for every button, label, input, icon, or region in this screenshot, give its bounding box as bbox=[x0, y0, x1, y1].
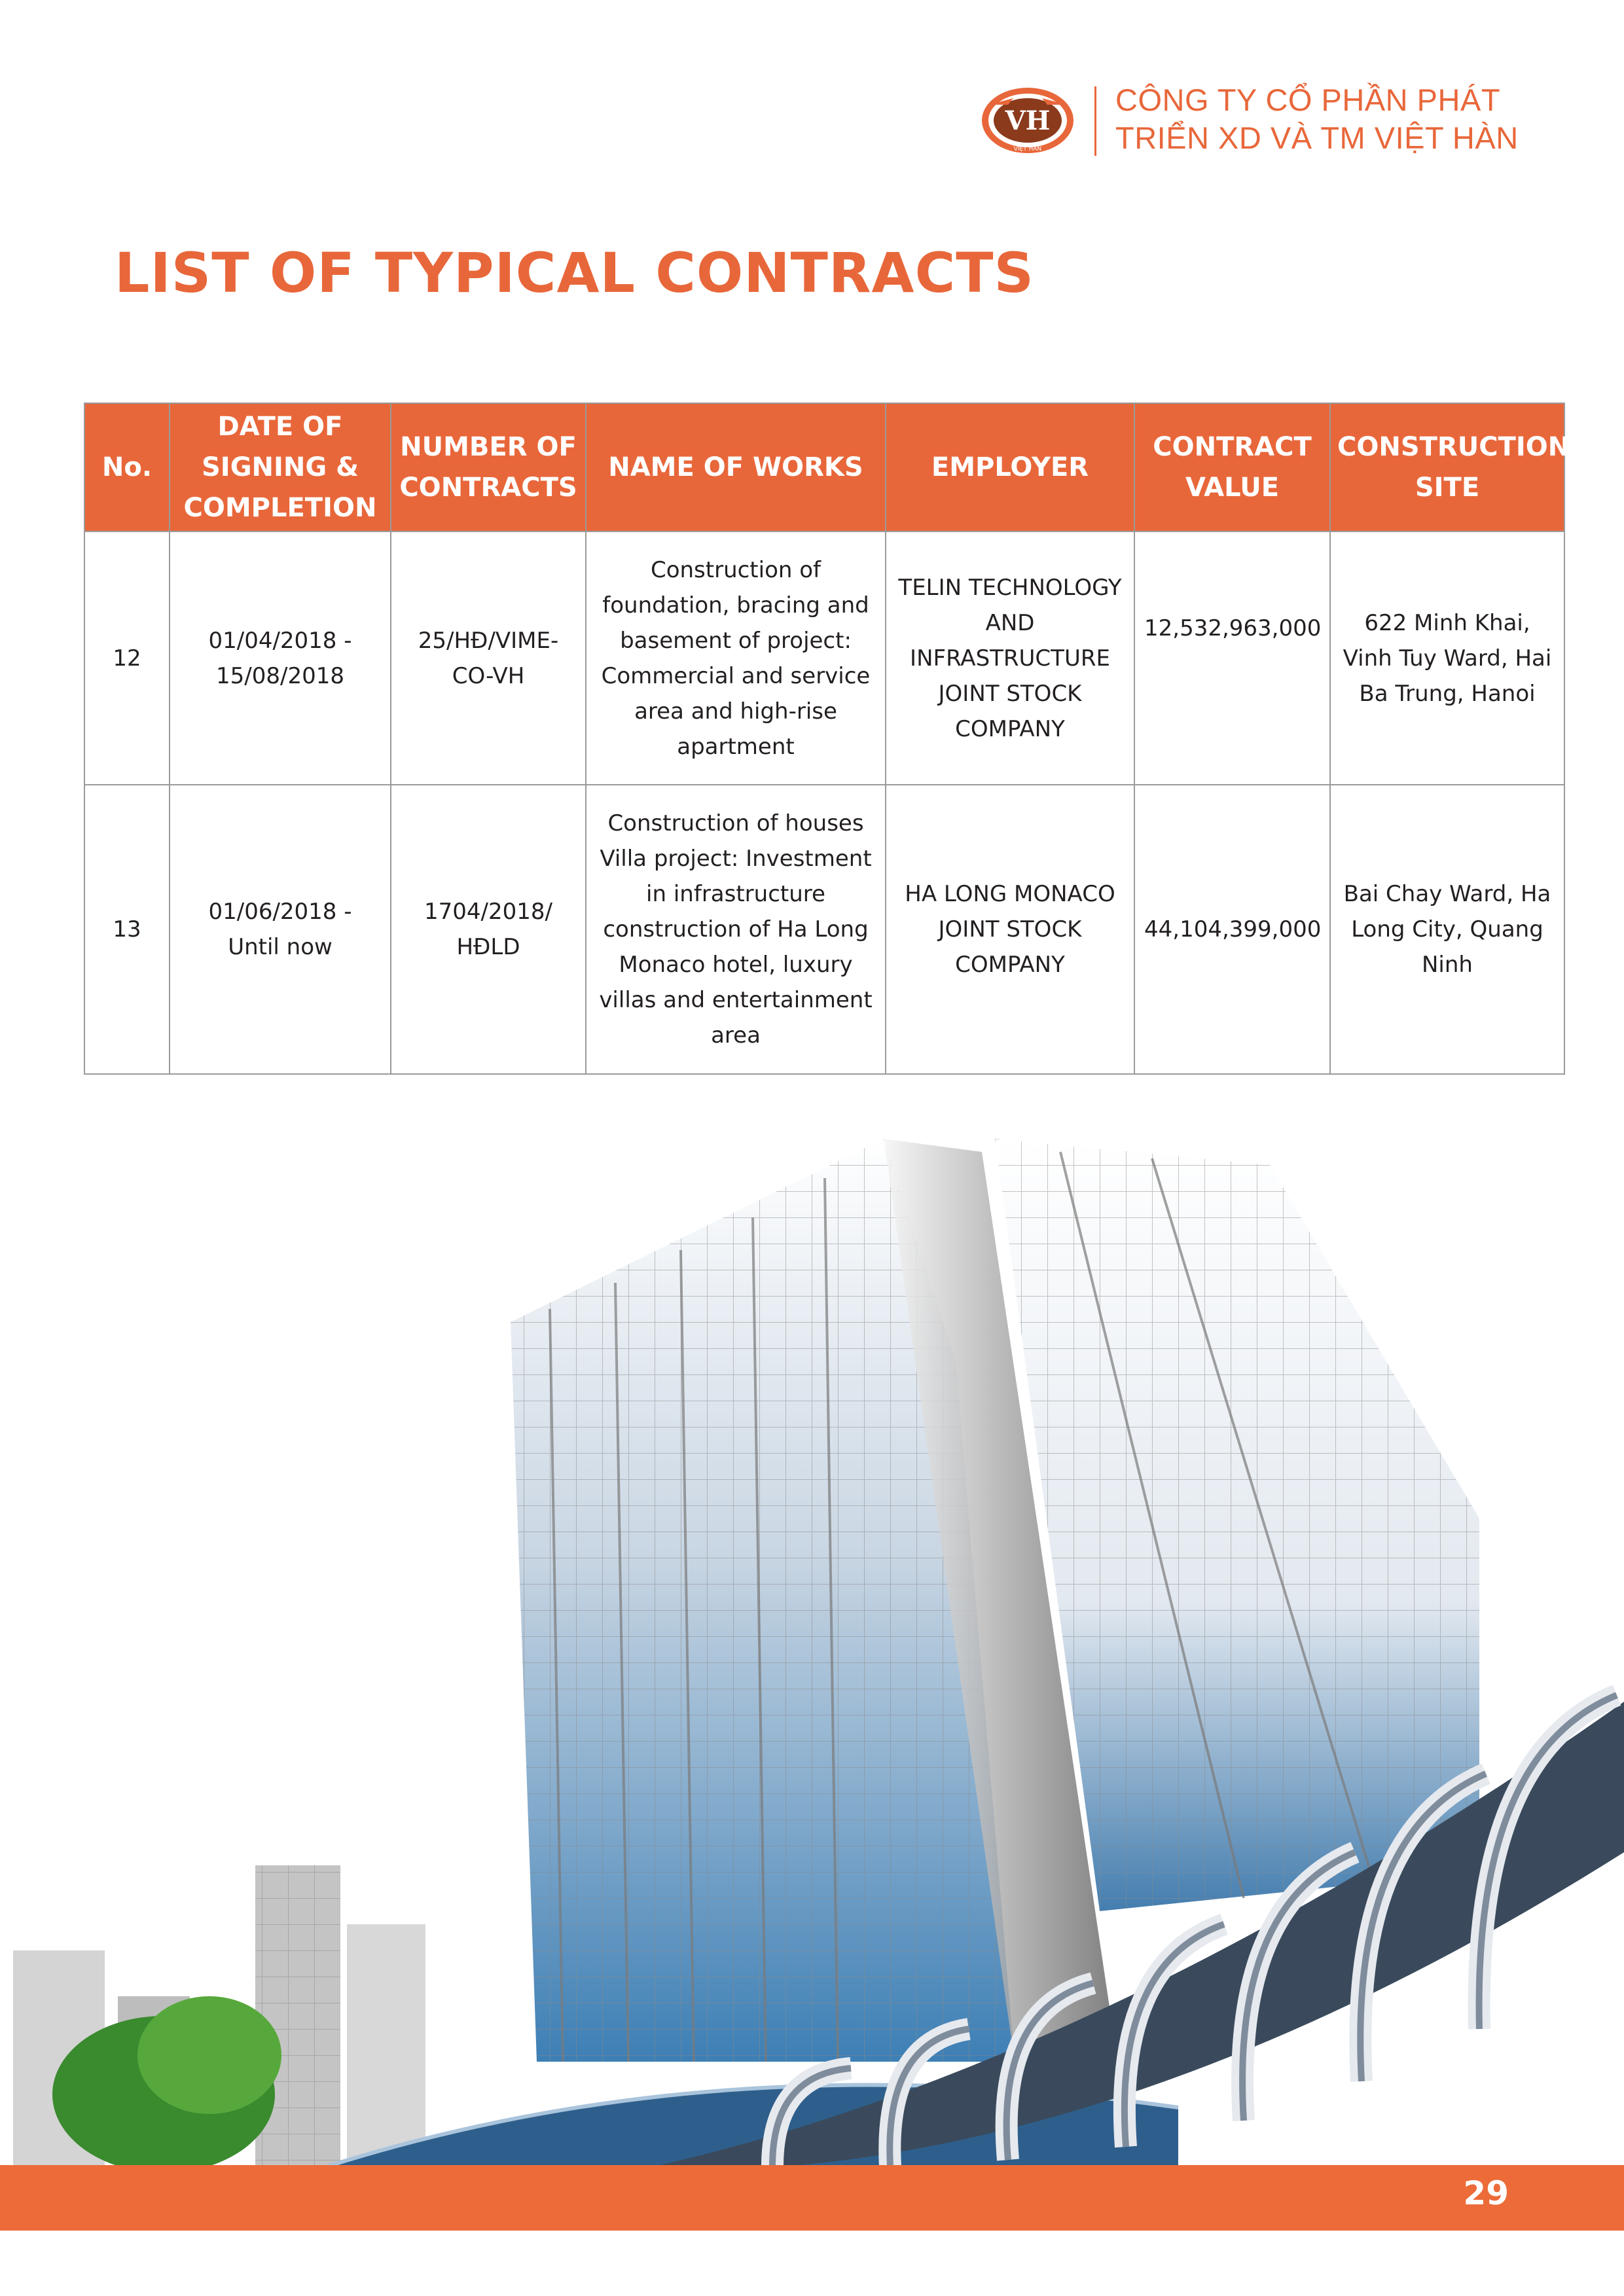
header-site: CONSTRUCTION SITE bbox=[1330, 403, 1564, 531]
logo-monogram: VH bbox=[1005, 105, 1051, 136]
page-title: LIST OF TYPICAL CONTRACTS bbox=[115, 241, 1035, 305]
table-header-row bbox=[84, 403, 1564, 531]
cell-number: 25/HĐ/VIME-CO-VH bbox=[391, 531, 586, 785]
cell-value: 12,532,963,000 bbox=[1134, 531, 1330, 785]
cell-employer: TELIN TECHNOLOGY AND INFRASTRUCTURE JOINT STOCK COMPANY bbox=[886, 531, 1134, 785]
header-works: NAME OF WORKS bbox=[586, 403, 886, 531]
header-number: NUMBER OF CONTRACTS bbox=[391, 403, 586, 531]
cell-no: 13 bbox=[84, 785, 170, 1074]
cell-site: Bai Chay Ward, Ha Long City, Quang Ninh bbox=[1330, 785, 1564, 1074]
cell-date: 01/06/2018 - Until now bbox=[170, 785, 391, 1074]
header-divider bbox=[1094, 86, 1096, 156]
cell-no: 12 bbox=[84, 531, 170, 785]
table-row bbox=[84, 785, 1564, 1074]
company-logo bbox=[979, 85, 1076, 156]
page-number: 29 bbox=[1463, 2174, 1509, 2212]
footer-band bbox=[0, 2165, 1624, 2231]
header-employer: EMPLOYER bbox=[886, 403, 1134, 531]
cell-works: Construction of foundation, bracing and basement of project: Commercial and service area and high-rise apartment bbox=[586, 531, 886, 785]
cell-number: 1704/2018/ HĐLD bbox=[391, 785, 586, 1074]
cell-date: 01/04/2018 - 15/08/2018 bbox=[170, 531, 391, 785]
header-value: CONTRACT VALUE bbox=[1134, 403, 1330, 531]
header-date: DATE OF SIGNING & COMPLETION bbox=[170, 403, 391, 531]
cell-site: 622 Minh Khai, Vinh Tuy Ward, Hai Ba Trung, Hanoi bbox=[1330, 531, 1564, 785]
cell-employer: HA LONG MONACO JOINT STOCK COMPANY bbox=[886, 785, 1134, 1074]
logo-ring-text: VIỆT HÀN bbox=[1013, 146, 1042, 152]
table-row bbox=[84, 531, 1564, 785]
cell-value: 44,104,399,000 bbox=[1134, 785, 1330, 1074]
company-name-line-1: CÔNG TY CỔ PHẦN PHÁT bbox=[1115, 82, 1501, 117]
skyscraper-illustration bbox=[0, 1113, 1624, 2166]
company-name-line-2: TRIỂN XD VÀ TM VIỆT HÀN bbox=[1115, 120, 1519, 155]
company-name bbox=[1115, 81, 1587, 157]
cell-works: Construction of houses Villa project: Investment in infrastructure construction of Ha Long Monaco hotel, luxury villas and entertainment area bbox=[586, 785, 886, 1074]
contracts-table bbox=[84, 403, 1570, 1075]
header-no: No. bbox=[84, 403, 170, 531]
